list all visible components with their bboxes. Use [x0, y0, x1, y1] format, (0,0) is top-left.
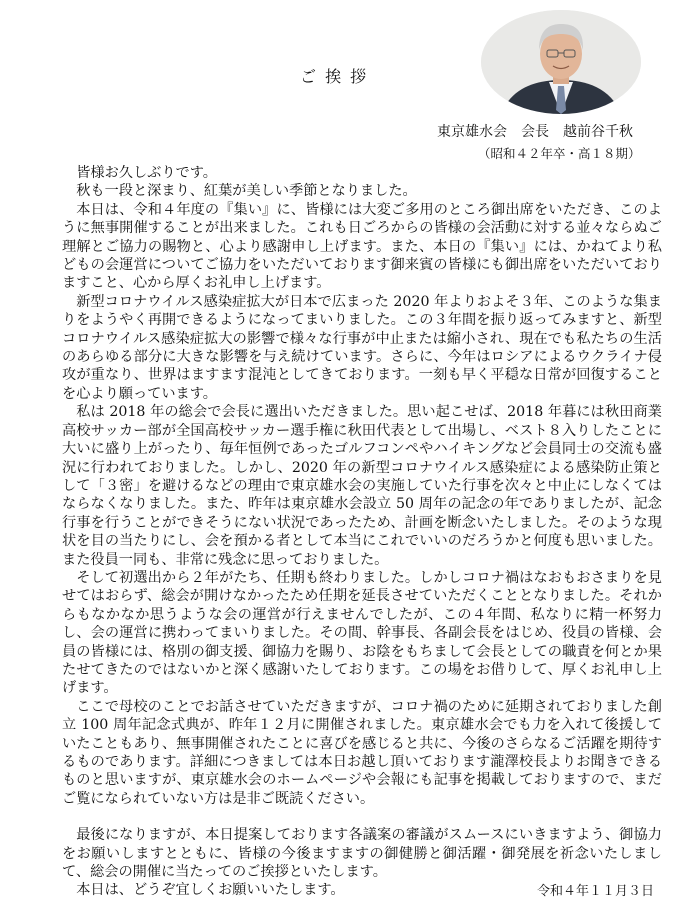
paragraph: 新型コロナウイルス感染症拡大が日本で広まった 2020 年よりおよそ３年、このような集まりをようやく再開できるようになってまいりました。この３年間を振り返ってみますと、新型コロナウイルス感染症拡大の影響で様々な行事が中止または縮小され、現在でも私たちの生活のあらゆる部分に大きな影響を与え続けています。さらに、今年はロシアによるウクライナ侵攻が重なり、世界はますます混沌としてきております。一刻も早く平穏な日常が回復することを心より願っています。 — [62, 293, 662, 402]
greeting-body — [62, 164, 662, 900]
document-date: 令和４年１１月３日 — [536, 884, 654, 899]
paragraph: 秋も一段と深まり、紅葉が美しい季節となりました。 — [76, 183, 417, 200]
paragraph: 私は 2018 年の総会で会長に選出いただきました。思い起こせば、2018 年暮には秋田商業高校サッカー部が全国高校サッカー選手権に秋田代表として出場し、ベスト８入りしたことに大いに盛り上がったり、毎年恒例であったゴルフコンペやハイキングなど会員同士の交流も盛況に行われておりました。しかし、2020 年の新型コロナウイルス感染症による感染防止策として「３密」を避けるなどの理由で東京雄水会の実施していた行事を次々と中止にしなくてはならなくなりました。また、昨年は東京雄水会設立 50 周年の記念の年でありましたが、記念行事を行うことができそうにない状況であったため、計画を断念いたしました。そのような現状を目の当たりにし、会を預かる者として本当にこれでいいのだろうかと何度も思いました。また役員一同も、非常に残念に思っておりました。 — [62, 404, 662, 568]
paragraph: そして初選出から２年がたち、任期も終わりました。しかしコロナ禍はなおもおさまりを見せてはおらず、総会が開けなかったため任期を延長させていただくこととなりました。それからもなかなか思うような会の運営が行えませんでしたが、この４年間、私なりに精一杯努力し、会の運営に携わってまいりました。その間、幹事長、各副会長をはじめ、役員の皆様、会員の皆様には、格別の御支援、御協力を賜り、お陰をもちまして会長としての職責を何とか果たせてきたのではないかと深く感謝いたしております。この場をお借りして、厚くお礼申し上げます。 — [62, 569, 662, 697]
paragraph: 本日は、どうぞ宜しくお願いいたします。 — [76, 882, 345, 899]
author-name: 東京雄水会 会長 越前谷千秋 — [437, 124, 633, 140]
paragraph: 最後になりますが、本日提案しております各議案の審議がスムースにいきますよう、御協力をお願いしますとともに、皆様の今後ますますの御健勝と御活躍・御発展を祈念いたしまして、総会の開催に当たってのご挨拶といたします。 — [62, 827, 662, 881]
paragraph: 本日は、令和４年度の『集い』に、皆様には大変ご多用のところ御出席をいただき、このように無事開催することが出来ました。これも日ごろからの皆様の会活動に対する並々ならぬご理解とご協力の賜物と、心より感謝申し上げます。また、本日の『集い』には、かねてより私どもの会運営についてご協力をいただいております御来賓の皆様にも御出席をいただいておりますこと、心から厚くお礼申し上げます。 — [62, 201, 662, 292]
portrait-icon — [481, 10, 641, 114]
page-title: ご 挨 拶 — [300, 67, 369, 86]
paragraph: ここで母校のことでお話させていただきますが、コロナ禍のために延期されておりました創立 100 周年記念式典が、昨年１２月に開催されました。東京雄水会でも力を入れて後援していたこともあり、無事開催されたことに喜びを感じると共に、今後のさらなるご活躍を期待するものであります。詳細につきましては本日お越し頂いております瀧澤校長よりお聞きできるものと思いますが、東京雄水会のホームページや会報にも記事を掲載しておりますので、まだご覧になられていない方は是非ご既読ください。 — [62, 698, 662, 807]
portrait-photo — [481, 10, 641, 114]
author-graduation: （昭和４２年卒・高１８期） — [478, 146, 641, 161]
paragraph: 皆様お久しぶりです。 — [76, 165, 217, 181]
